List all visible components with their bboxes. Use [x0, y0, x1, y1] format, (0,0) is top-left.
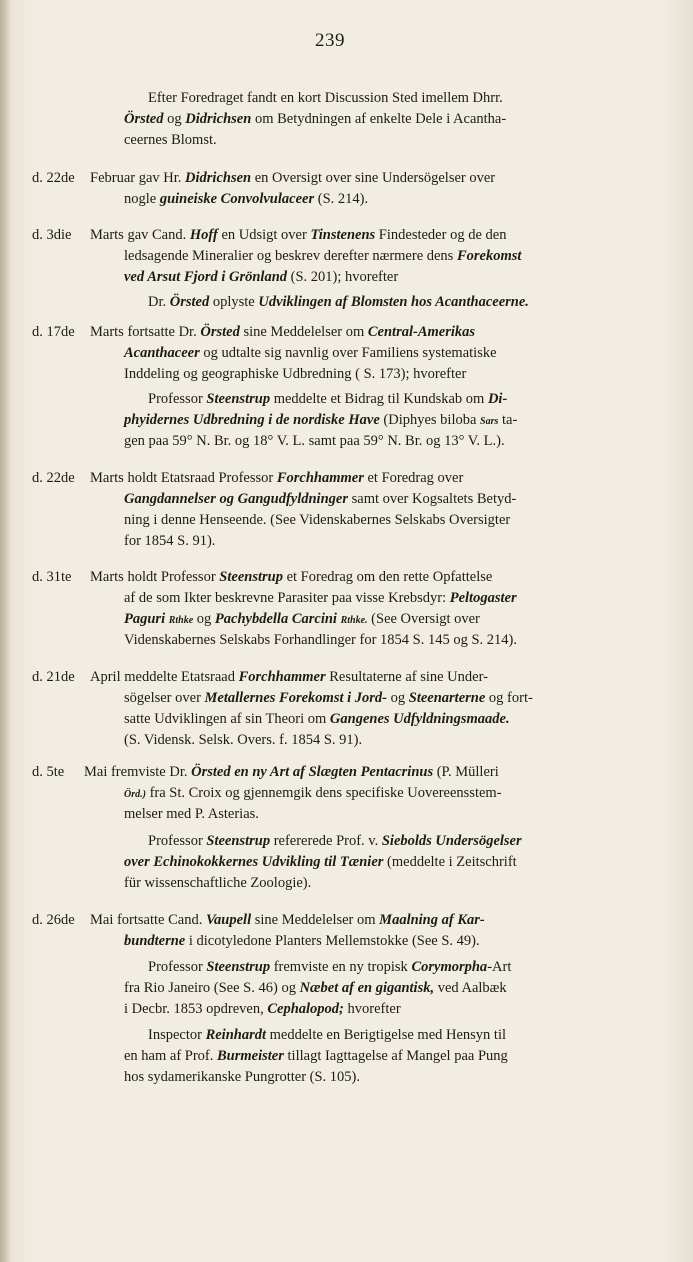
entry-line	[124, 343, 628, 364]
text-run: ning i denne Henseende. (See Videnskabernes Selskabs Oversigter	[124, 512, 511, 528]
text-run: fremviste en ny tropisk	[270, 959, 412, 975]
text-run: sögelser over	[124, 690, 205, 706]
emphasized-text: Udviklingen af Blomsten hos Acanthaceerne.	[258, 294, 529, 310]
entry-line	[124, 189, 628, 210]
text-run: og	[193, 611, 215, 627]
entry-line	[90, 567, 640, 588]
entry-date: d. 31te	[32, 569, 72, 585]
emphasized-text: Corymorpha	[411, 959, 488, 975]
entry-line	[124, 489, 628, 510]
emphasized-text: Forchhammer	[238, 669, 326, 685]
text-run: fra Rio Janeiro (See S. 46) og	[124, 980, 300, 996]
entry-line	[90, 168, 640, 189]
text-run: hvorefter	[343, 1001, 401, 1017]
text-run: satte Udviklingen af sin Theori om	[124, 711, 330, 727]
emphasized-text: Næbet af en gigantisk,	[299, 980, 435, 996]
emphasized-text: Cephalopod;	[267, 1001, 344, 1017]
text-run: Professor	[148, 959, 207, 975]
text-run: Professor	[148, 833, 207, 849]
entry-line	[124, 588, 628, 609]
emphasized-text: Örsted en ny Art af Slægten Pentacrinus	[191, 764, 434, 780]
emphasized-text: Gangdannelser og Gangudfyldninger	[124, 491, 348, 507]
entry-line	[124, 783, 628, 805]
page-number: 239	[315, 30, 345, 51]
emphasized-text: phyidernes	[124, 412, 190, 428]
text-run: sine Meddelelser om	[251, 912, 380, 928]
text-run: et Foredrag over	[363, 470, 464, 486]
text-run: (S. Vidensk. Selsk. Overs. f. 1854 S. 91).	[124, 732, 363, 748]
entry-line	[124, 804, 628, 825]
emphasized-text: over Echinokokkernes Udvikling til Tænier	[124, 854, 384, 870]
text-run: Marts holdt Professor	[90, 569, 220, 585]
text-run: Efter Foredraget fandt en kort Discussion Sted imellem Dhrr.	[148, 90, 503, 106]
emphasized-text: Didrichsen	[185, 170, 252, 186]
emphasized-text: Reinhardt	[205, 1027, 267, 1043]
emphasized-text: Steenstrup	[206, 959, 271, 975]
entry-line	[90, 322, 640, 343]
emphasized-text: Pachybdella Carcini	[214, 611, 337, 627]
entry-line	[90, 468, 640, 489]
emphasized-text: guineiske Convolvulaceer	[159, 191, 315, 207]
entry-line	[90, 667, 640, 688]
emphasized-text: Hoff	[189, 227, 218, 243]
text-run: og	[387, 690, 409, 706]
text-run: sine Meddelelser om	[239, 324, 368, 340]
text-run: af de som Ikter beskrevne Parasiter paa visse Krebsdyr:	[124, 590, 450, 606]
intro-line	[124, 109, 644, 130]
text-run: ledsagende Mineralier og beskrev derefter nærmere dens	[124, 248, 457, 264]
entry-line	[124, 267, 628, 288]
text-run: Mai fremviste Dr.	[84, 764, 192, 780]
entry-line	[124, 1046, 628, 1067]
emphasized-text: Central-Amerikas	[367, 324, 476, 340]
text-run: nogle	[124, 191, 160, 207]
emphasized-text: bundterne	[124, 933, 186, 949]
emphasized-text: Gangenes Udfyldningsmaade.	[329, 711, 510, 727]
entry-line	[84, 762, 640, 783]
entry-line	[124, 873, 628, 894]
entry-line	[148, 389, 628, 410]
text-run: -Art	[487, 959, 512, 975]
author-abbreviation: Sars	[480, 416, 499, 427]
text-run: gen paa 59° N. Br. og 18° V. L. samt paa 59° N. Br. og 13° V. L.).	[124, 433, 505, 449]
entry-line	[124, 688, 628, 709]
entry-date: d. 5te	[32, 764, 65, 780]
entry-line	[124, 978, 628, 999]
text-run: für wissenschaftliche Zoologie).	[124, 875, 312, 891]
text-run: en Oversigt over sine Undersögelser over	[251, 170, 496, 186]
text-run: (S. 214).	[314, 191, 369, 207]
text-run: tillagt Iagttagelse af Mangel paa Pung	[283, 1048, 508, 1064]
text-run: Marts gav Cand.	[90, 227, 190, 243]
emphasized-text: Örsted	[200, 324, 240, 340]
text-run: en Udsigt over	[217, 227, 311, 243]
text-run: Marts holdt Etatsraad Professor	[90, 470, 277, 486]
entry-line	[148, 957, 628, 978]
entry-line	[124, 1067, 628, 1088]
emphasized-text: Metallernes Forekomst i Jord-	[204, 690, 387, 706]
emphasized-text: Steenstrup	[206, 391, 271, 407]
emphasized-text: Forchhammer	[276, 470, 364, 486]
emphasized-text: Didrichsen	[185, 111, 252, 127]
emphasized-text: Paguri	[124, 611, 166, 627]
entry-line	[124, 531, 628, 552]
emphasized-text: Peltogaster	[449, 590, 517, 606]
text-run: refererede Prof. v.	[270, 833, 382, 849]
text-run: Dr.	[148, 294, 170, 310]
entry-line	[124, 730, 628, 751]
entry-date: d. 22de	[32, 170, 75, 186]
entry-date: d. 22de	[32, 470, 75, 486]
emphasized-text: Maalning af Kar-	[379, 912, 485, 928]
emphasized-text: Udbredning i de nordiske Have	[192, 412, 380, 428]
entry-line	[124, 630, 628, 651]
text-run: Inspector	[148, 1027, 206, 1043]
text-run: Inddeling og geographiske Udbredning ( S. 173); hvorefter	[124, 366, 467, 382]
emphasized-text: Örsted	[124, 111, 164, 127]
entry-line	[90, 910, 640, 931]
intro-line	[148, 88, 668, 109]
entry-date: d. 17de	[32, 324, 75, 340]
entry-line	[124, 364, 628, 385]
intro-line	[124, 130, 644, 151]
emphasized-text: Steenstrup	[206, 833, 271, 849]
emphasized-text: Burmeister	[217, 1048, 284, 1064]
text-run: oplyste	[209, 294, 259, 310]
text-run: April meddelte Etatsraad	[90, 669, 239, 685]
emphasized-text: Steenarterne	[408, 690, 486, 706]
emphasized-text: Örsted	[169, 294, 210, 310]
gutter-shadow	[0, 0, 10, 1262]
entry-line	[124, 246, 628, 267]
entry-line	[148, 831, 628, 852]
text-run: ceernes Blomst.	[124, 132, 217, 148]
text-run: ta-	[498, 412, 518, 428]
text-run: (P. Mülleri	[433, 764, 499, 780]
text-run: Resultaterne af sine Under-	[325, 669, 488, 685]
text-run: fra St. Croix og gjennemgik dens specifiske Uovereensstem-	[145, 785, 502, 801]
entry-line	[124, 709, 628, 730]
text-run: ved Aalbæk	[434, 980, 507, 996]
entry-line	[124, 999, 628, 1020]
entry-line	[148, 292, 628, 313]
emphasized-text: Vaupell	[205, 912, 252, 928]
entry-line	[124, 410, 628, 432]
entry-line	[148, 1025, 628, 1046]
emphasized-text: Di-	[487, 391, 508, 407]
author-abbreviation: Rthke	[168, 615, 194, 626]
entry-line	[124, 852, 628, 873]
text-run: (S. 201); hvorefter	[287, 269, 399, 285]
text-run: og udtalte sig navnlig over Familiens systematiske	[199, 345, 497, 361]
text-run: og	[163, 111, 186, 127]
text-run: samt over Kogsaltets Betyd-	[347, 491, 517, 507]
text-run: Findesteder og de den	[375, 227, 507, 243]
text-run: melser med P. Asterias.	[124, 806, 259, 822]
text-run: i Decbr. 1853 opdreven,	[124, 1001, 268, 1017]
text-run: for 1854 S. 91).	[124, 533, 216, 549]
emphasized-text: Siebolds Undersögelser	[381, 833, 522, 849]
entry-line	[124, 510, 628, 531]
entry-date: d. 3die	[32, 227, 72, 243]
text-run: og fort-	[485, 690, 533, 706]
entry-line	[124, 931, 628, 952]
emphasized-text: Forekomst	[456, 248, 522, 264]
author-abbreviation: Örd.)	[124, 789, 146, 800]
text-run: (See Oversigt over	[367, 611, 480, 627]
entry-line	[90, 225, 640, 246]
entry-date: d. 21de	[32, 669, 75, 685]
author-abbreviation: Rthke.	[340, 615, 368, 626]
text-run: hos sydamerikanske Pungrotter (S. 105).	[124, 1069, 360, 1085]
text-run: Videnskabernes Selskabs Forhandlinger for 1854 S. 145 og S. 214).	[124, 632, 518, 648]
emphasized-text: Steenstrup	[219, 569, 283, 585]
text-run: om Betydningen af enkelte Dele i Acantha-	[251, 111, 507, 127]
emphasized-text: Acanthaceer	[124, 345, 200, 361]
text-run: (meddelte i Zeitschrift	[383, 854, 517, 870]
entry-line	[124, 431, 628, 452]
text-run: Februar gav Hr.	[90, 170, 186, 186]
text-run: en ham af Prof.	[124, 1048, 218, 1064]
text-run: i dicotyledone Planters Mellemstokke (See S. 49).	[185, 933, 480, 949]
text-run: meddelte en Berigtigelse med Hensyn til	[266, 1027, 507, 1043]
text-run: Mai fortsatte Cand.	[90, 912, 206, 928]
emphasized-text: Tinstenens	[310, 227, 376, 243]
entry-date: d. 26de	[32, 912, 75, 928]
emphasized-text: ved Arsut Fjord i Grönland	[124, 269, 288, 285]
text-run: Marts fortsatte Dr.	[90, 324, 201, 340]
entry-line	[124, 609, 628, 631]
text-run: (Diphyes biloba	[379, 412, 481, 428]
text-run: et Foredrag om den rette Opfattelse	[282, 569, 493, 585]
text-run: Professor	[148, 391, 207, 407]
text-run: meddelte et Bidrag til Kundskab om	[270, 391, 488, 407]
